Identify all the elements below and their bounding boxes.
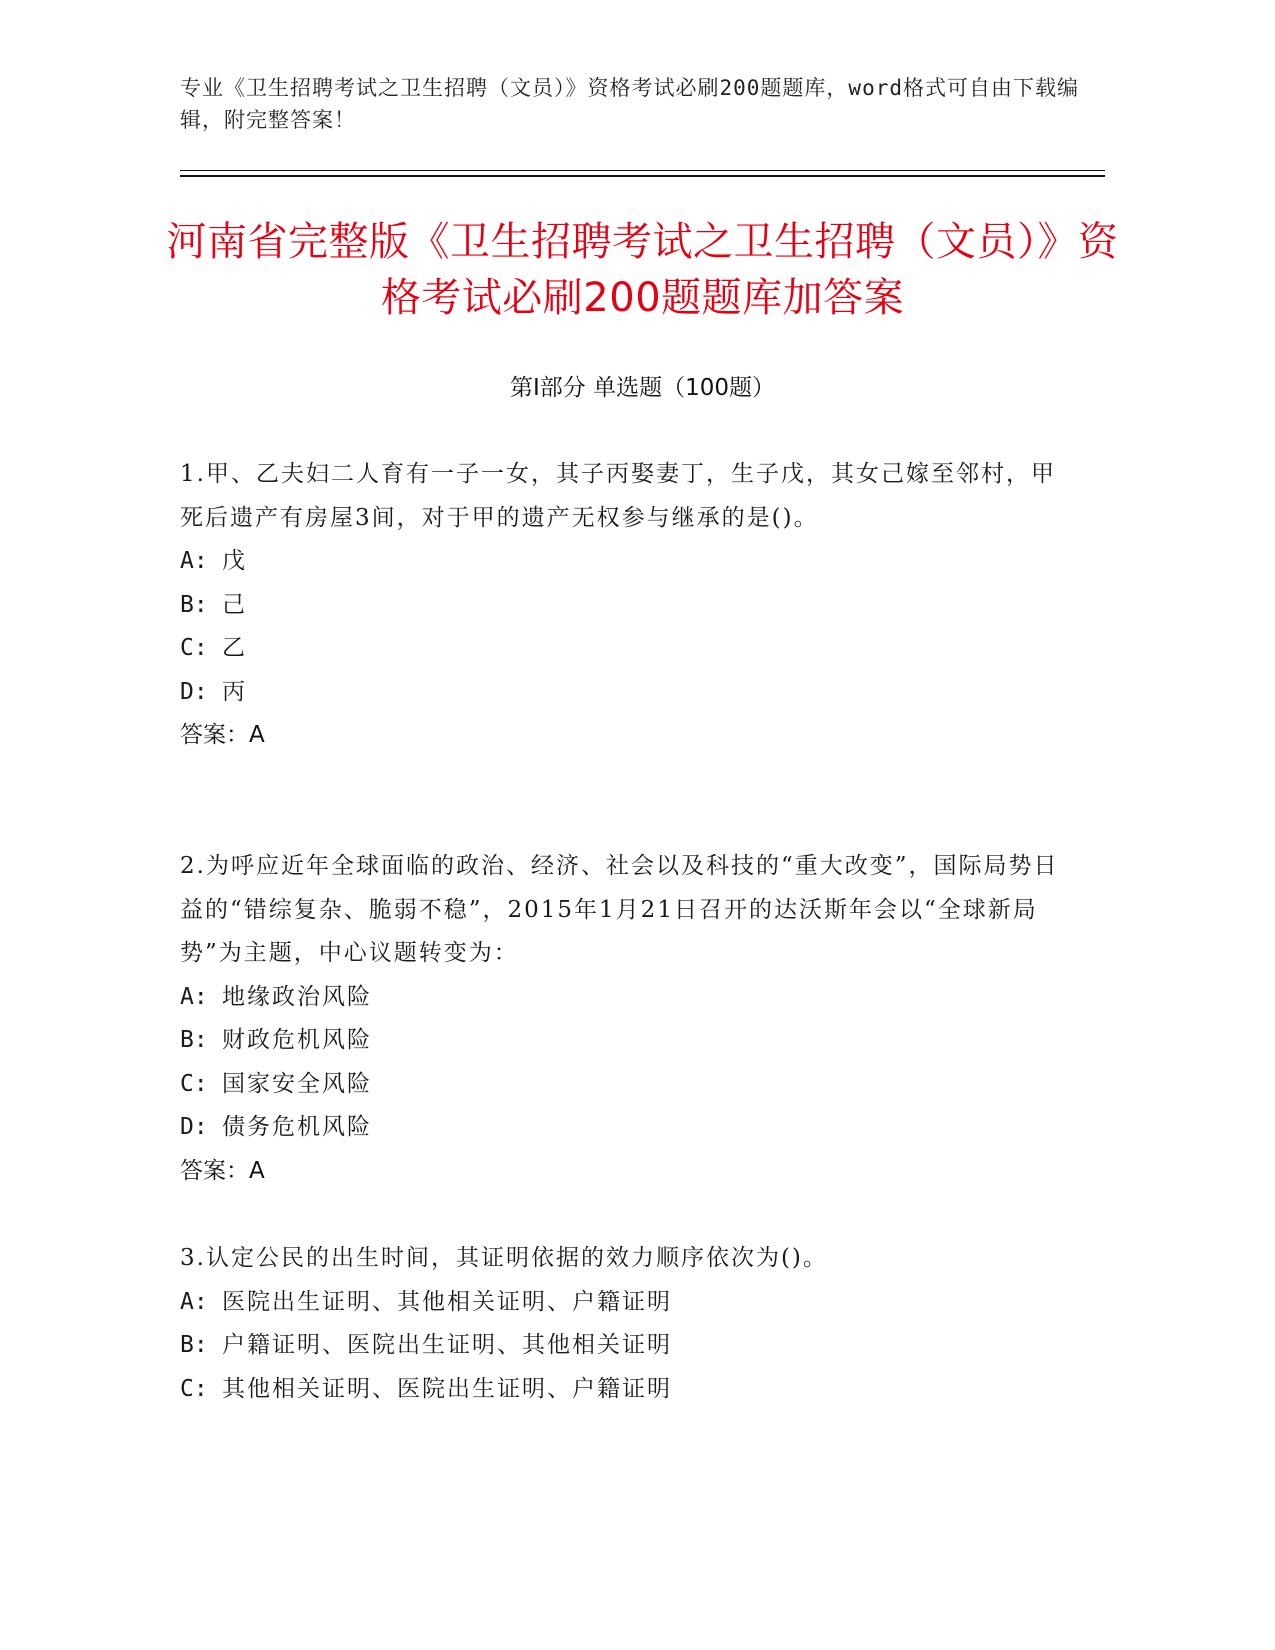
option-c — [180, 627, 1060, 671]
option-a — [180, 540, 1060, 584]
option-text: 医院出生证明、其他相关证明、户籍证明 — [222, 1288, 672, 1315]
question-text: 1.甲、乙夫妇二人育有一子一女，其子丙娶妻丁，生子戊，其女己嫁至邻村，甲死后遗产有房屋3间，对于甲的遗产无权参与继承的是()。 — [180, 461, 1056, 531]
option-text: 地缘政治风险 — [222, 983, 372, 1010]
option-letter: C: — [180, 635, 208, 661]
option-letter: A: — [180, 1288, 208, 1315]
option-letter: A: — [180, 548, 208, 574]
option-letter: D: — [180, 1114, 208, 1140]
option-letter: B: — [180, 591, 208, 618]
option-c — [180, 1063, 1060, 1107]
question-1 — [180, 453, 1060, 758]
header-rule-thin — [180, 170, 1105, 171]
option-d — [180, 1106, 1060, 1150]
option-letter: B: — [180, 1332, 208, 1358]
option-d — [180, 671, 1060, 715]
option-text: 戊 — [222, 548, 247, 574]
answer-line: 答案：A — [180, 722, 265, 748]
option-text: 乙 — [222, 635, 247, 661]
question-3 — [180, 1237, 1060, 1411]
header-rule-thick — [180, 175, 1105, 177]
option-text: 债务危机风险 — [222, 1114, 372, 1140]
option-letter: B: — [180, 1027, 208, 1053]
option-letter: D: — [180, 678, 208, 705]
option-text: 其他相关证明、医院出生证明、户籍证明 — [222, 1375, 672, 1402]
option-b — [180, 584, 1060, 628]
option-letter: C: — [180, 1375, 208, 1402]
option-a — [180, 1281, 1060, 1325]
option-text: 国家安全风险 — [222, 1070, 372, 1097]
question-text: 2.为呼应近年全球面临的政治、经济、社会以及科技的“重大改变”，国际局势日益的“错综复杂、脆弱不稳”，2015年1月21日召开的达沃斯年会以“全球新局势”为主题，中心议题转变为： — [180, 853, 1059, 966]
option-b — [180, 1324, 1060, 1368]
header-note: 专业《卫生招聘考试之卫生招聘（文员）》资格考试必刷200题题库，word格式可自由下载编辑，附完整答案！ — [180, 76, 1079, 132]
answer-line: 答案：A — [180, 1157, 265, 1184]
section-heading: 第Ⅰ部分 单选题（100题） — [510, 375, 775, 401]
option-letter: C: — [180, 1070, 208, 1097]
option-text: 己 — [222, 591, 247, 618]
option-text: 财政危机风险 — [222, 1027, 372, 1053]
option-text: 丙 — [222, 678, 247, 705]
question-2 — [180, 845, 1060, 1193]
option-b — [180, 1019, 1060, 1063]
document-title: 河南省完整版《卫生招聘考试之卫生招聘（文员）》资格考试必刷200题题库加答案 — [166, 219, 1119, 321]
question-text: 3.认定公民的出生时间，其证明依据的效力顺序依次为()。 — [180, 1245, 828, 1271]
option-c — [180, 1368, 1060, 1412]
option-text: 户籍证明、医院出生证明、其他相关证明 — [222, 1332, 672, 1358]
option-letter: A: — [180, 983, 208, 1010]
option-a — [180, 976, 1060, 1020]
